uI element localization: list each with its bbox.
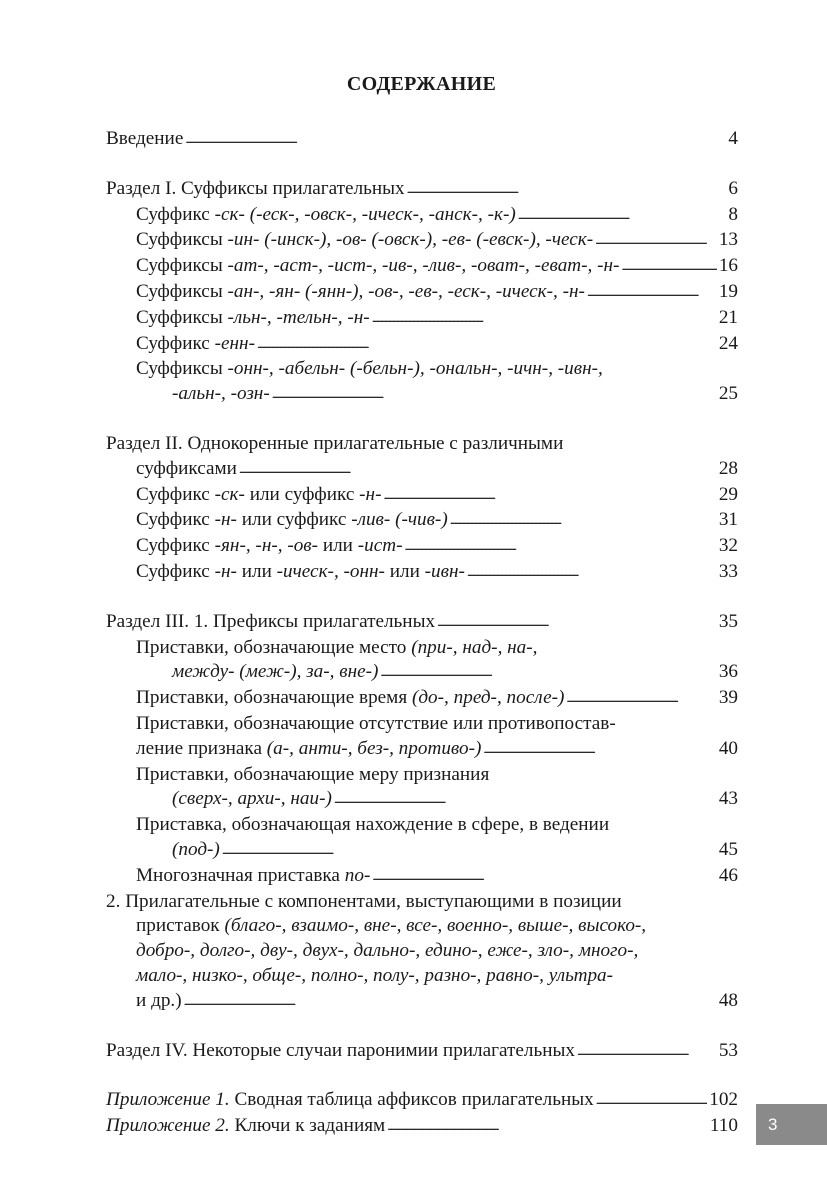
dot-leader <box>222 838 717 863</box>
toc-entry-text: Суффикс <box>136 509 215 531</box>
toc-page-number: 46 <box>718 864 738 886</box>
toc-entry-continuation[interactable] <box>106 939 738 964</box>
toc-entry-text: Суффикс <box>136 483 215 505</box>
toc-page-number: 28 <box>718 457 738 479</box>
toc-entry-suffixes: -альн-, -озн- <box>172 383 270 405</box>
dot-leader <box>380 660 716 685</box>
toc-entry-continuation[interactable] <box>106 964 738 989</box>
toc-entry-continuation[interactable] <box>106 787 738 813</box>
toc-entry-text: Приставки, обозначающие время <box>136 687 412 709</box>
toc-page-number: 13 <box>718 229 738 251</box>
toc-section-heading-cont: суффиксами <box>136 457 237 479</box>
dot-leader <box>595 228 717 253</box>
toc-entry-continuation[interactable] <box>106 914 738 939</box>
page-title: СОДЕРЖАНИЕ <box>346 73 497 95</box>
toc-appendix-label: Приложение 1. <box>106 1089 230 1111</box>
toc-entry-text: Суффикс <box>136 535 215 557</box>
toc-entry-text: Суффиксы <box>136 280 228 302</box>
toc-entry-text: Многозначная приставка <box>136 864 345 886</box>
toc-page-number: 6 <box>728 177 738 199</box>
toc-entry-continuation[interactable] <box>106 989 738 1015</box>
toc-appendix-label: Приложение 2. <box>106 1115 230 1137</box>
toc-appendix-2[interactable] <box>106 1114 738 1140</box>
toc-entry-line[interactable] <box>106 357 738 382</box>
toc-entry-line[interactable] <box>106 813 738 838</box>
toc-entry-text: или суффикс <box>244 483 360 505</box>
dot-leader <box>450 508 717 533</box>
toc-entry-text: или суффикс <box>236 509 352 531</box>
toc-entry-prefixes: (благо-, взаимо-, вне-, все-, военно-, выше-, высоко-, <box>224 915 647 937</box>
toc-entry-suffixes: -лив- (-чив-) <box>351 509 448 531</box>
toc-page-number: 35 <box>718 610 738 632</box>
toc-entry-text: Суффикс <box>136 332 215 354</box>
toc-entry[interactable] <box>106 864 738 890</box>
toc-entry[interactable] <box>106 332 738 358</box>
toc-entry-text: или <box>318 535 358 557</box>
table-of-contents <box>106 127 738 1140</box>
dot-leader <box>577 1039 717 1064</box>
dot-leader <box>483 737 716 762</box>
toc-entry[interactable] <box>106 254 738 280</box>
toc-section-2[interactable] <box>106 432 738 457</box>
toc-entry-text: Приставки, обозначающие место <box>136 636 412 658</box>
toc-entry-suffixes: -ивн- <box>424 560 465 582</box>
toc-subsection-2[interactable] <box>106 890 738 915</box>
dot-leader <box>383 483 716 508</box>
toc-section-2-continuation[interactable] <box>106 457 738 483</box>
page-number-badge: 3 <box>756 1104 827 1145</box>
toc-entry-prefixes: (при-, над-, на-, <box>411 636 538 658</box>
dot-leader <box>405 534 717 559</box>
toc-entry-text: Приставки, обозначающие меру признания <box>136 763 490 785</box>
toc-entry-text: Суффикс <box>136 203 215 225</box>
toc-entry-text: Введение <box>106 128 184 149</box>
toc-entry-suffixes: -н- <box>214 560 237 582</box>
toc-page-number: 16 <box>718 255 738 277</box>
toc-entry-text: Ключи к заданиям <box>229 1115 386 1137</box>
toc-section-heading: Раздел IV. Некоторые случаи паронимии прилагательных <box>106 1039 576 1061</box>
toc-entry-prefixes: добро-, долго-, дву-, двух-, дально-, едино-, еже-, зло-, много-, <box>136 940 639 962</box>
dot-leader <box>372 864 716 889</box>
toc-entry-prefixes: между- (меж-), за-, вне-) <box>172 661 379 683</box>
toc-entry[interactable] <box>106 534 738 560</box>
toc-entry-intro[interactable] <box>106 127 738 153</box>
toc-entry-text: 2. Прилагательные с компонентами, выступающими в позиции <box>106 890 622 912</box>
toc-entry[interactable] <box>106 686 738 712</box>
toc-section-heading: Раздел III. 1. Префиксы прилагательных <box>106 610 436 632</box>
dot-leader <box>407 177 727 202</box>
dot-leader <box>437 610 717 635</box>
toc-entry-line[interactable] <box>106 636 738 661</box>
toc-entry-text: Суффиксы <box>136 255 228 277</box>
toc-page-number: 25 <box>718 383 738 405</box>
toc-page-number: 33 <box>718 560 738 582</box>
toc-entry-prefixes: (сверх-, архи-, наи-) <box>172 788 332 810</box>
toc-entry-suffixes: -ат-, -аст-, -ист-, -ив-, -лив-, -оват-, -еват-, -н- <box>227 255 620 277</box>
toc-page-number: 48 <box>718 989 738 1011</box>
toc-page-number: 21 <box>718 306 738 328</box>
toc-entry[interactable] <box>106 306 738 332</box>
toc-section-heading: Раздел II. Однокоренные прилагательные с различными <box>106 432 564 454</box>
toc-entry-line[interactable] <box>106 763 738 788</box>
toc-page-number: 36 <box>718 661 738 683</box>
dot-leader <box>257 332 717 357</box>
toc-page-number: 110 <box>709 1115 738 1137</box>
toc-entry-suffixes: -ян-, -н-, -ов- <box>214 535 319 557</box>
toc-entry-continuation[interactable] <box>106 660 738 686</box>
dot-leader <box>467 560 717 585</box>
toc-entry-suffixes: -ск- (-еск-, -овск-, -ическ-, -анск-, -к-) <box>214 203 516 225</box>
toc-entry-text: Суффикс <box>136 560 215 582</box>
toc-entry-suffixes: -енн- <box>214 332 255 354</box>
toc-entry-text: Суффиксы <box>136 229 228 251</box>
toc-entry-continuation[interactable] <box>106 737 738 763</box>
toc-entry[interactable] <box>106 228 738 254</box>
toc-entry-prefixes: по- <box>344 864 371 886</box>
toc-entry-suffixes: -онн-, -абельн- (-бельн-), -ональн-, -ичн-, -ивн-, <box>227 358 603 380</box>
toc-entry[interactable] <box>106 280 738 306</box>
toc-page-number: 53 <box>718 1039 738 1061</box>
dot-leader <box>239 457 717 482</box>
toc-entry-text: ление признака <box>136 737 267 759</box>
toc-page-number: 32 <box>718 535 738 557</box>
toc-entry-text: Приставки, обозначающие отсутствие или противопостав- <box>136 712 616 734</box>
toc-section-4[interactable] <box>106 1039 738 1065</box>
toc-entry-suffixes: -ическ-, -онн- <box>276 560 385 582</box>
toc-entry-text: Суффиксы <box>136 306 228 328</box>
toc-entry-text: и др.) <box>136 989 182 1011</box>
dot-leader <box>334 787 717 812</box>
toc-entry-text: Приставка, обозначающая нахождение в сфере, в ведении <box>136 814 610 836</box>
toc-page-number: 43 <box>718 788 738 810</box>
toc-entry-suffixes: -ист- <box>357 535 403 557</box>
toc-entry-suffixes: -льн-, -тельн-, -н- <box>227 306 370 328</box>
toc-entry-text: или <box>384 560 425 582</box>
toc-page-number: 102 <box>709 1089 738 1111</box>
toc-page-number: 40 <box>718 737 738 759</box>
toc-entry-continuation[interactable] <box>106 838 738 864</box>
toc-page-number: 31 <box>718 509 738 531</box>
toc-entry-text: приставок <box>136 915 225 937</box>
dot-leader <box>518 203 727 228</box>
toc-entry-suffixes: -ин- (-инск-), -ов- (-овск-), -ев- (-евск-), -ческ- <box>227 229 594 251</box>
toc-entry[interactable] <box>106 483 738 509</box>
toc-entry[interactable] <box>106 203 738 229</box>
toc-section-heading: Раздел I. Суффиксы прилагательных <box>106 177 405 199</box>
toc-entry[interactable] <box>106 508 738 534</box>
toc-entry-suffixes: -ан-, -ян- (-янн-), -ов-, -ев-, -еск-, -ическ-, -н- <box>227 280 585 302</box>
toc-page-number: 8 <box>728 203 738 225</box>
dot-leader <box>272 382 717 407</box>
toc-page-number: 19 <box>718 280 738 302</box>
toc-entry-suffixes: -н- <box>214 509 237 531</box>
dot-leader <box>387 1114 708 1139</box>
toc-page-number: 24 <box>718 332 738 354</box>
toc-page-number: 45 <box>718 838 738 860</box>
toc-entry-prefixes: (а-, анти-, без-, противо-) <box>266 737 482 759</box>
toc-entry-text: Суффиксы <box>136 358 228 380</box>
toc-section-1[interactable] <box>106 177 738 203</box>
toc-entry-suffixes: -ск- <box>214 483 245 505</box>
dot-leader <box>185 127 726 152</box>
toc-entry-text: или <box>236 560 277 582</box>
toc-entry[interactable] <box>106 560 738 586</box>
toc-entry-prefixes: мало-, низко-, обще-, полно-, полу-, разно-, равно-, ультра- <box>136 964 614 986</box>
dot-leader <box>596 1088 707 1113</box>
toc-page-number: 4 <box>728 128 738 149</box>
dot-leader <box>184 989 717 1014</box>
toc-section-3[interactable] <box>106 610 738 636</box>
toc-entry-continuation[interactable] <box>106 382 738 408</box>
toc-page-number: 29 <box>718 483 738 505</box>
dot-leader <box>587 280 717 305</box>
dot-leader <box>621 254 716 279</box>
toc-appendix-1[interactable] <box>106 1088 738 1114</box>
toc-entry-prefixes: (до-, пред-, после-) <box>411 687 565 709</box>
toc-entry-line[interactable] <box>106 712 738 737</box>
dot-leader <box>372 306 717 331</box>
toc-entry-prefixes: (под-) <box>172 838 220 860</box>
toc-page-number: 39 <box>718 687 738 709</box>
toc-entry-suffixes: -н- <box>359 483 382 505</box>
toc-entry-text: Сводная таблица аффиксов прилагательных <box>229 1089 594 1111</box>
dot-leader <box>566 686 716 711</box>
